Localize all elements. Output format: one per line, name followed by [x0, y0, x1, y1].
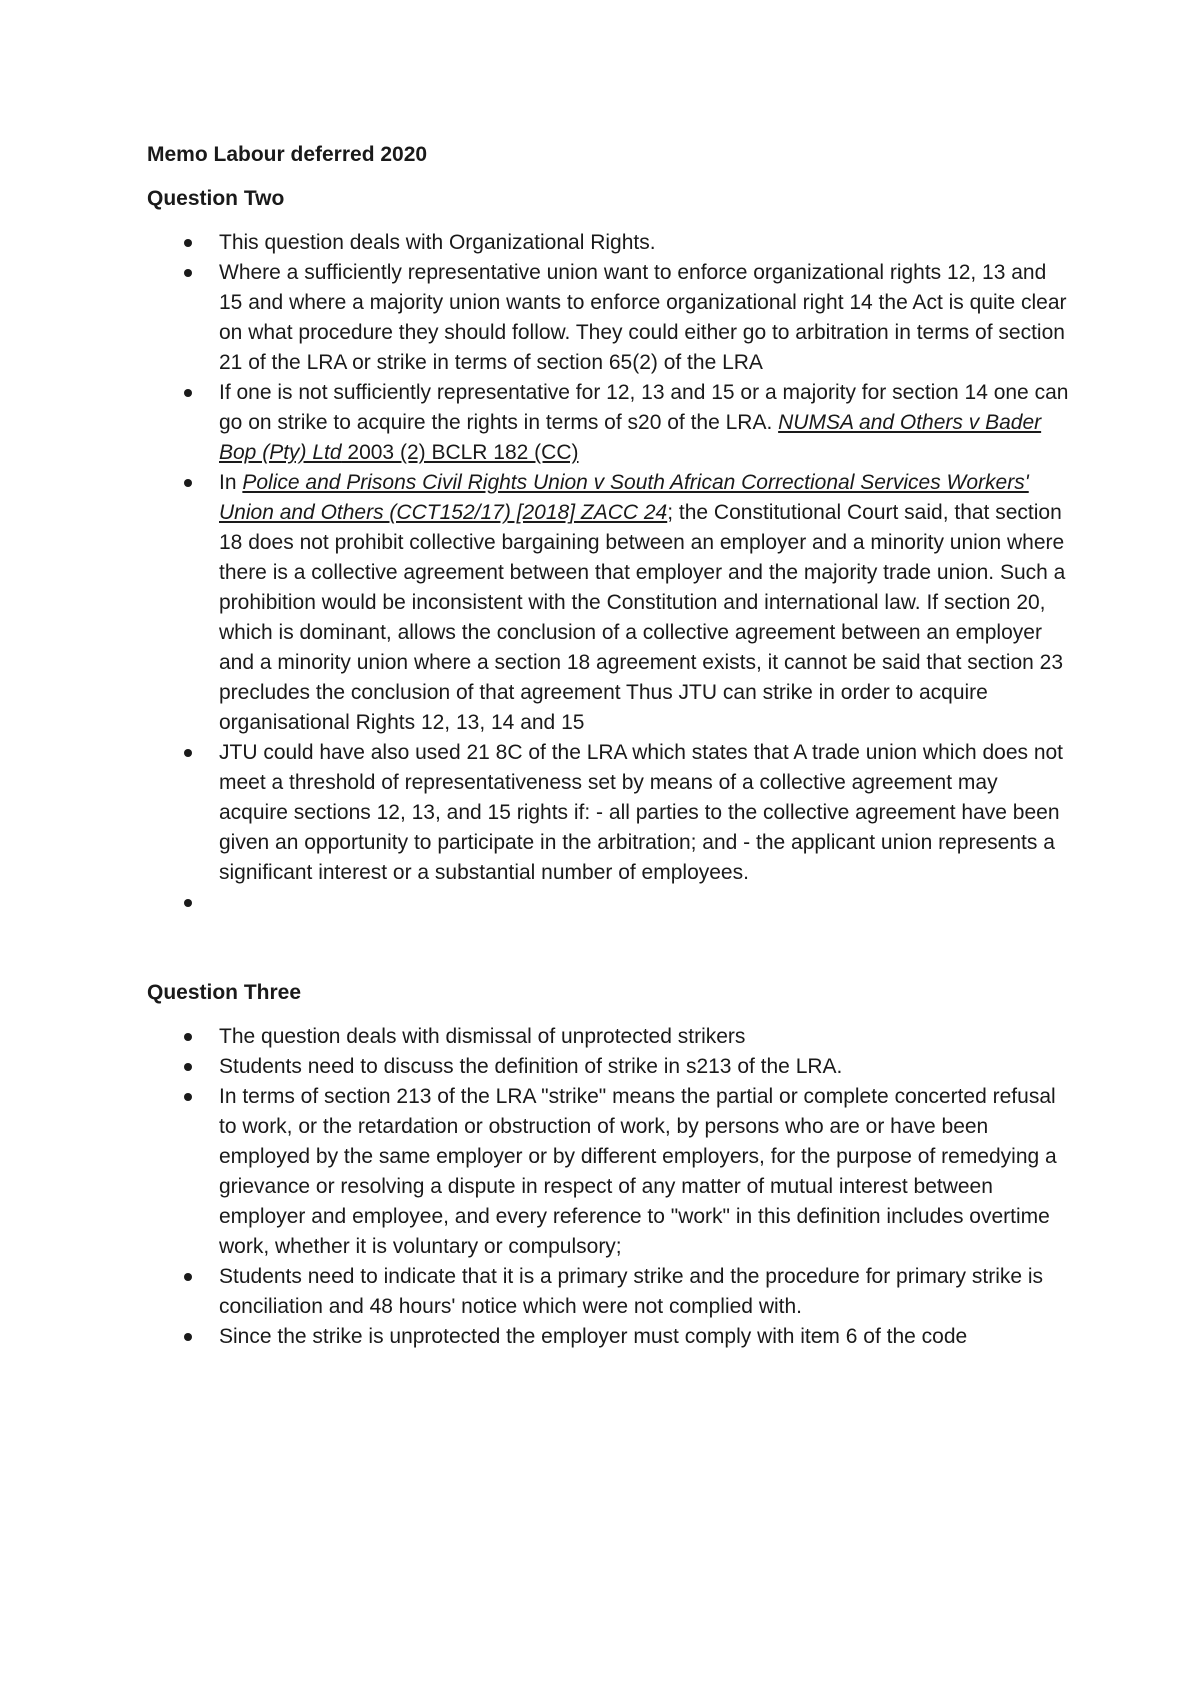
list-item: [147, 228, 1072, 258]
case-reference: Police and Prisons Civil Rights Union v South African Correctional Services Workers' Union and Others (CCT152/17) [2018] ZACC 24: [219, 471, 1029, 524]
case-citation: 2003 (2) BCLR 182 (CC): [341, 441, 579, 464]
list-item: [147, 738, 1072, 888]
question-three-heading: Question Three: [147, 981, 302, 1004]
item-text: Students need to discuss the definition of strike in s213 of the LRA.: [219, 1055, 843, 1078]
list-item: [147, 378, 1072, 468]
list-item: [147, 1052, 1072, 1082]
item-text: Since the strike is unprotected the employer must comply with item 6 of the code: [219, 1325, 968, 1348]
list-item: [147, 468, 1072, 738]
item-text: If one is not sufficiently representative for 12, 13 and 15 or a majority for section 14 one can go on strike to acquire the rights in terms of s20 of the LRA.: [219, 381, 1069, 434]
item-text: Where a sufficiently representative union want to enforce organizational rights 12, 13 and 15 and where a majority union wants to enforce organizational right 14 the Act is quite clear on what procedure they should follow. They could either go to arbitration in terms of section 21 of the LRA or strike in terms of section 65(2) of the LRA: [219, 261, 1067, 374]
list-item: [147, 1082, 1072, 1262]
question-two-list: [147, 228, 1072, 918]
item-text: The question deals with dismissal of unprotected strikers: [219, 1025, 746, 1048]
item-prefix: In: [219, 471, 243, 494]
question-three-list: [147, 1022, 1072, 1352]
list-item: [147, 1322, 1072, 1352]
item-text: Students need to indicate that it is a primary strike and the procedure for primary strike is conciliation and 48 hours' notice which were not complied with.: [219, 1265, 1044, 1318]
item-text: In terms of section 213 of the LRA "strike" means the partial or complete concerted refusal to work, or the retardation or obstruction of work, by persons who are or have been employed by the same employer or by different employers, for the purpose of remedying a grievance or resolving a dispute in respect of any matter of mutual interest between employer and employee, and every reference to "work" in this definition includes overtime work, whether it is voluntary or compulsory;: [219, 1085, 1057, 1258]
case-reference: NUMSA and Others v Bader Bop (Pty) Ltd: [219, 411, 1042, 464]
question-two-heading: Question Two: [147, 187, 285, 210]
item-text: JTU could have also used 21 8C of the LRA which states that A trade union which does not meet a threshold of representativeness set by means of a collective agreement may acquire sections 12, 13, and 15 rights if: - all parties to the collective agreement have been given an opportunity to participate in the arbitration; and - the applicant union represents a significant interest or a substantial number of employees.: [219, 741, 1064, 884]
item-text: This question deals with Organizational Rights.: [219, 231, 656, 254]
list-item: [147, 1022, 1072, 1052]
item-text: ; the Constitutional Court said, that section 18 does not prohibit collective bargaining between an employer and a minority union where there is a collective agreement between that employer and the majority trade union. Such a prohibition would be inconsistent with the Constitution and international law. If section 20, which is dominant, allows the conclusion of a collective agreement between an employer and a minority union where a section 18 agreement exists, it cannot be said that section 23 precludes the conclusion of that agreement Thus JTU can strike in order to acquire organisational Rights 12, 13, 14 and 15: [219, 501, 1066, 734]
list-item: [147, 1262, 1072, 1322]
document-page: [147, 140, 1072, 1352]
document-title: Memo Labour deferred 2020: [147, 143, 428, 166]
list-item: [147, 258, 1072, 378]
list-item-empty: [147, 888, 1072, 918]
